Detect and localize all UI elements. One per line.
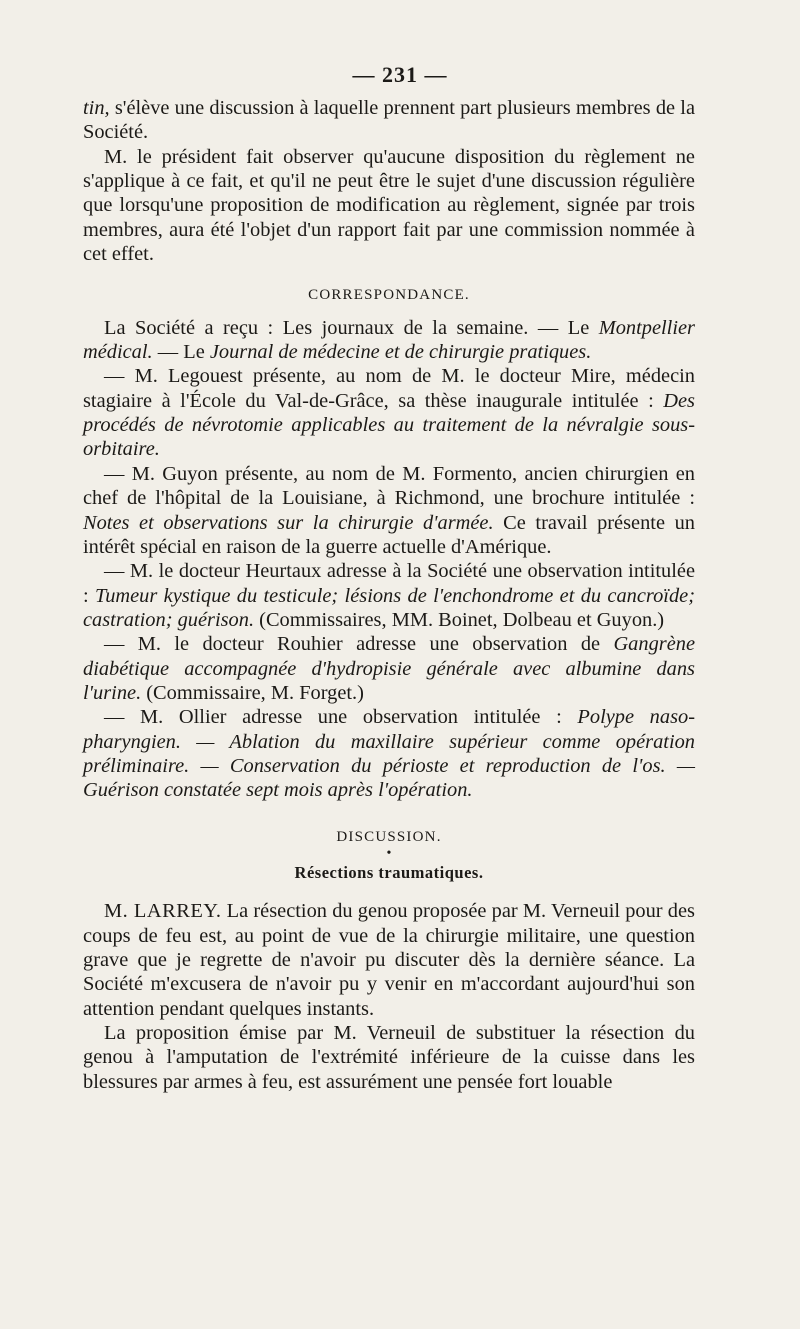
text-fragment: s'élève une discussion à laquelle prennent part plusieurs membres de la Société. bbox=[83, 97, 695, 144]
section-heading-discussion: DISCUSSION. bbox=[336, 828, 442, 845]
paragraph-continuation bbox=[83, 96, 695, 145]
text-fragment: — Le bbox=[152, 341, 210, 364]
italic-fragment: Tumeur kystique du testicule; lésions de l'enchondrome et du cancroïde; castration; guérison. bbox=[83, 584, 695, 631]
paragraph-correspondance-3 bbox=[83, 462, 695, 559]
text-fragment: La résection du genou proposée par M. Verneuil pour des coups de feu est, au point de vue de la chirurgie militaire, une question grave que je regrette de n'avoir pu discuter dès la dernière séance. La Société m'excusera de n'avoir pu y venir en m'accordant aujourd'hui son attention pendant quelques instants. bbox=[83, 900, 695, 1020]
paragraph-correspondance-1 bbox=[83, 316, 695, 365]
paragraph-president: M. le président fait observer qu'aucune disposition du règlement ne s'applique à ce fait, et qu'il ne peut être le sujet d'une discussion régulière que lorsqu'une proposition de modification au règlement, signée par trois membres, aura été l'objet d'un rapport fait par une commission nommée à cet effet. bbox=[83, 145, 695, 266]
separator-dot: • bbox=[386, 845, 392, 861]
paragraph-correspondance-6 bbox=[83, 705, 695, 802]
page-number: — 231 — bbox=[352, 62, 448, 87]
text-fragment: Ce travail présente un intérêt spécial en raison de la guerre actuelle d'Amérique. bbox=[83, 511, 695, 558]
paragraph-correspondance-2 bbox=[83, 364, 695, 461]
paragraph-correspondance-5 bbox=[83, 632, 695, 705]
italic-fragment: Gangrène diabétique accompagnée d'hydropisie générale avec albumine dans l'urine. bbox=[83, 633, 695, 704]
text-fragment: — M. Ollier adresse une observation intitulée : bbox=[104, 706, 578, 729]
paragraph-correspondance-4 bbox=[83, 559, 695, 632]
text-fragment: — M. le docteur Heurtaux adresse à la Société une observation intitulée : bbox=[83, 560, 695, 607]
italic-fragment: Notes et observations sur la chirurgie d'armée. bbox=[83, 511, 494, 534]
paragraph-larrey bbox=[83, 899, 695, 1021]
text-fragment: (Commissaires, MM. Boinet, Dolbeau et Guyon.) bbox=[254, 608, 665, 631]
text-fragment: — M. Guyon présente, au nom de M. Formento, ancien chirurgien en chef de l'hôpital de la Louisiane, à Richmond, une brochure intitulée : bbox=[83, 462, 695, 510]
subsection-heading-resections: Résections traumatiques. bbox=[294, 862, 484, 882]
section-heading-correspondance: CORRESPONDANCE. bbox=[308, 287, 470, 304]
text-fragment: — M. Legouest présente, au nom de M. le docteur Mire, médecin stagiaire à l'École du Val-de-Grâce, sa thèse inaugurale intitulée : bbox=[83, 365, 695, 412]
italic-fragment: Journal de médecine et de chirurgie pratiques. bbox=[209, 341, 592, 364]
text-fragment: (Commissaire, M. Forget.) bbox=[141, 681, 364, 704]
italic-fragment: Montpellier médical. bbox=[83, 316, 695, 364]
text-fragment: — M. le docteur Rouhier adresse une observation de bbox=[104, 633, 614, 656]
italic-fragment: Des procédés de névrotomie applicables au traitement de la névralgie sous-orbitaire. bbox=[83, 389, 695, 461]
page-body bbox=[83, 96, 695, 1094]
paragraph-proposition: La proposition émise par M. Verneuil de substituer la résection du genou à l'amputation de l'extrémité inférieure de la cuisse dans les blessures par armes à feu, est assurément une pensée fort louable bbox=[83, 1022, 695, 1093]
text-fragment: La Société a reçu : Les journaux de la semaine. — Le bbox=[104, 316, 599, 339]
speaker-name: M. LARREY. bbox=[104, 900, 222, 923]
italic-fragment: Polype naso-pharyngien. — Ablation du maxillaire supérieur comme opération préliminaire. — Conservation du périoste et reproduction de l'os. — Guérison constatée sept mois après l'opération. bbox=[83, 706, 695, 802]
italic-fragment: tin, bbox=[83, 97, 110, 119]
